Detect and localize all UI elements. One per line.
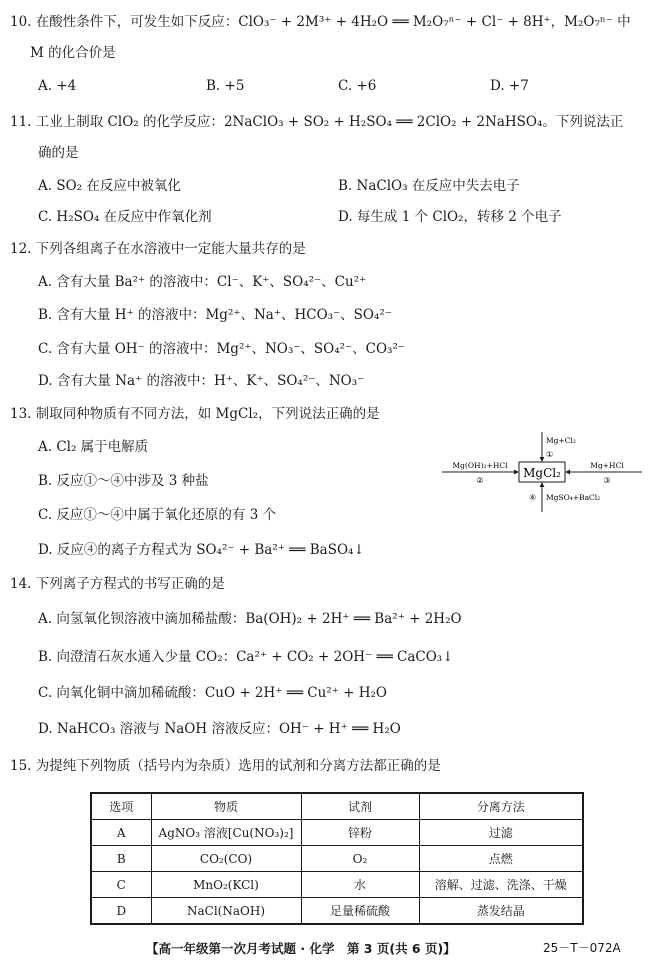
q14-option-a: A. 向氢氧化钡溶液中滴加稀盐酸：Ba(OH)₂ + 2H⁺ ══ Ba²⁺ + 2H₂O <box>38 611 462 627</box>
table-cell: C <box>91 872 151 898</box>
q12-stem: 12. 下列各组离子在水溶液中一定能大量共存的是 <box>10 241 306 257</box>
q14-option-d: D. NaHCO₃ 溶液与 NaOH 溶液反应：OH⁻ + H⁺ ══ H₂O <box>38 721 401 737</box>
table-row <box>91 820 583 846</box>
diagram-top-reagent: Mg+Cl₂ <box>546 436 576 445</box>
q10-stem-line2: M 的化合价是 <box>30 45 116 61</box>
table-cell: MnO₂(KCl) <box>151 872 301 898</box>
q15-table <box>90 792 584 925</box>
q15-stem: 15. 为提纯下列物质（括号内为杂质）选用的试剂和分离方法都正确的是 <box>10 758 441 774</box>
q11-option-b: B. NaClO₃ 在反应中失去电子 <box>338 178 520 194</box>
table-header: 选项 <box>91 793 151 820</box>
q11-option-d: D. 每生成 1 个 ClO₂，转移 2 个电子 <box>338 209 562 225</box>
q14-option-b: B. 向澄清石灰水通入少量 CO₂：Ca²⁺ + CO₂ + 2OH⁻ ══ CaCO₃↓ <box>38 649 454 665</box>
diagram-left-num: ② <box>476 476 484 485</box>
q13-option-c: C. 反应①～④中属于氧化还原的有 3 个 <box>38 507 277 523</box>
table-cell: 过滤 <box>419 820 583 846</box>
diagram-bottom-num: ④ <box>529 493 537 502</box>
table-header-row <box>91 793 583 820</box>
q11-stem-line1: 11. 工业上制取 ClO₂ 的化学反应：2NaClO₃ + SO₂ + H₂SO₄ ══ 2ClO₂ + 2NaHSO₄。下列说法正 <box>10 114 624 130</box>
q13-option-d: D. 反应④的离子方程式为 SO₄²⁻ + Ba²⁺ ══ BaSO₄↓ <box>38 542 365 558</box>
q13-stem: 13. 制取同种物质有不同方法，如 MgCl₂，下列说法正确的是 <box>10 406 380 422</box>
table-row <box>91 872 583 898</box>
diagram-right-reagent: Mg+HCl <box>590 461 624 470</box>
table-header: 物质 <box>151 793 301 820</box>
q12-option-a: A. 含有大量 Ba²⁺ 的溶液中：Cl⁻、K⁺、SO₄²⁻、Cu²⁺ <box>38 274 367 290</box>
table-cell: CO₂(CO) <box>151 846 301 872</box>
table-cell: 蒸发结晶 <box>419 898 583 925</box>
q10-option-c: C. +6 <box>338 78 377 94</box>
diagram-bottom-reagent: MgSO₄+BaCl₂ <box>546 493 601 502</box>
table-cell: 溶解、过滤、洗涤、干燥 <box>419 872 583 898</box>
table-cell: O₂ <box>301 846 419 872</box>
q12-option-d: D. 含有大量 Na⁺ 的溶液中：H⁺、K⁺、SO₄²⁻、NO₃⁻ <box>38 373 365 389</box>
diagram-center-label: MgCl₂ <box>523 466 561 480</box>
table-cell: 锌粉 <box>301 820 419 846</box>
q13-option-a: A. Cl₂ 属于电解质 <box>38 439 149 455</box>
diagram-right-num: ③ <box>603 476 611 485</box>
q12-option-b: B. 含有大量 H⁺ 的溶液中：Mg²⁺、Na⁺、HCO₃⁻、SO₄²⁻ <box>38 307 392 323</box>
table-header: 分离方法 <box>419 793 583 820</box>
table-cell: A <box>91 820 151 846</box>
table-cell: 足量稀硫酸 <box>301 898 419 925</box>
q10-stem-line1: 10. 在酸性条件下，可发生如下反应：ClO₃⁻ + 2M³⁺ + 4H₂O ══ M₂O₇ⁿ⁻ + Cl⁻ + 8H⁺，M₂O₇ⁿ⁻ 中 <box>10 14 631 30</box>
q11-option-c: C. H₂SO₄ 在反应中作氧化剂 <box>38 209 212 225</box>
q14-option-c: C. 向氧化铜中滴加稀硫酸：CuO + 2H⁺ ══ Cu²⁺ + H₂O <box>38 685 387 701</box>
table-row <box>91 898 583 925</box>
mgcl2-reaction-diagram <box>442 430 642 515</box>
q13-option-b: B. 反应①～④中涉及 3 种盐 <box>38 473 209 489</box>
table-cell: 水 <box>301 872 419 898</box>
q11-option-a: A. SO₂ 在反应中被氧化 <box>38 178 181 194</box>
table-cell: NaCl(NaOH) <box>151 898 301 925</box>
q11-stem-line2: 确的是 <box>38 145 79 161</box>
q12-option-c: C. 含有大量 OH⁻ 的溶液中：Mg²⁺、NO₃⁻、SO₄²⁻、CO₃²⁻ <box>38 341 406 357</box>
q10-option-b: B. +5 <box>206 78 245 94</box>
page-footer: 【高一年级第一次月考试题 · 化学 第 3 页(共 6 页)】 <box>146 941 456 956</box>
table-cell: D <box>91 898 151 925</box>
diagram-left-reagent: Mg(OH)₂+HCl <box>452 461 508 470</box>
table-cell: AgNO₃ 溶液[Cu(NO₃)₂] <box>151 820 301 846</box>
q10-option-d: D. +7 <box>490 78 529 94</box>
table-header: 试剂 <box>301 793 419 820</box>
paper-code: 25－T－072A <box>543 941 621 955</box>
table-cell: 点燃 <box>419 846 583 872</box>
q10-option-a: A. +4 <box>38 78 77 94</box>
table-row <box>91 846 583 872</box>
diagram-top-num: ① <box>546 450 554 459</box>
table-cell: B <box>91 846 151 872</box>
q14-stem: 14. 下列离子方程式的书写正确的是 <box>10 576 225 592</box>
